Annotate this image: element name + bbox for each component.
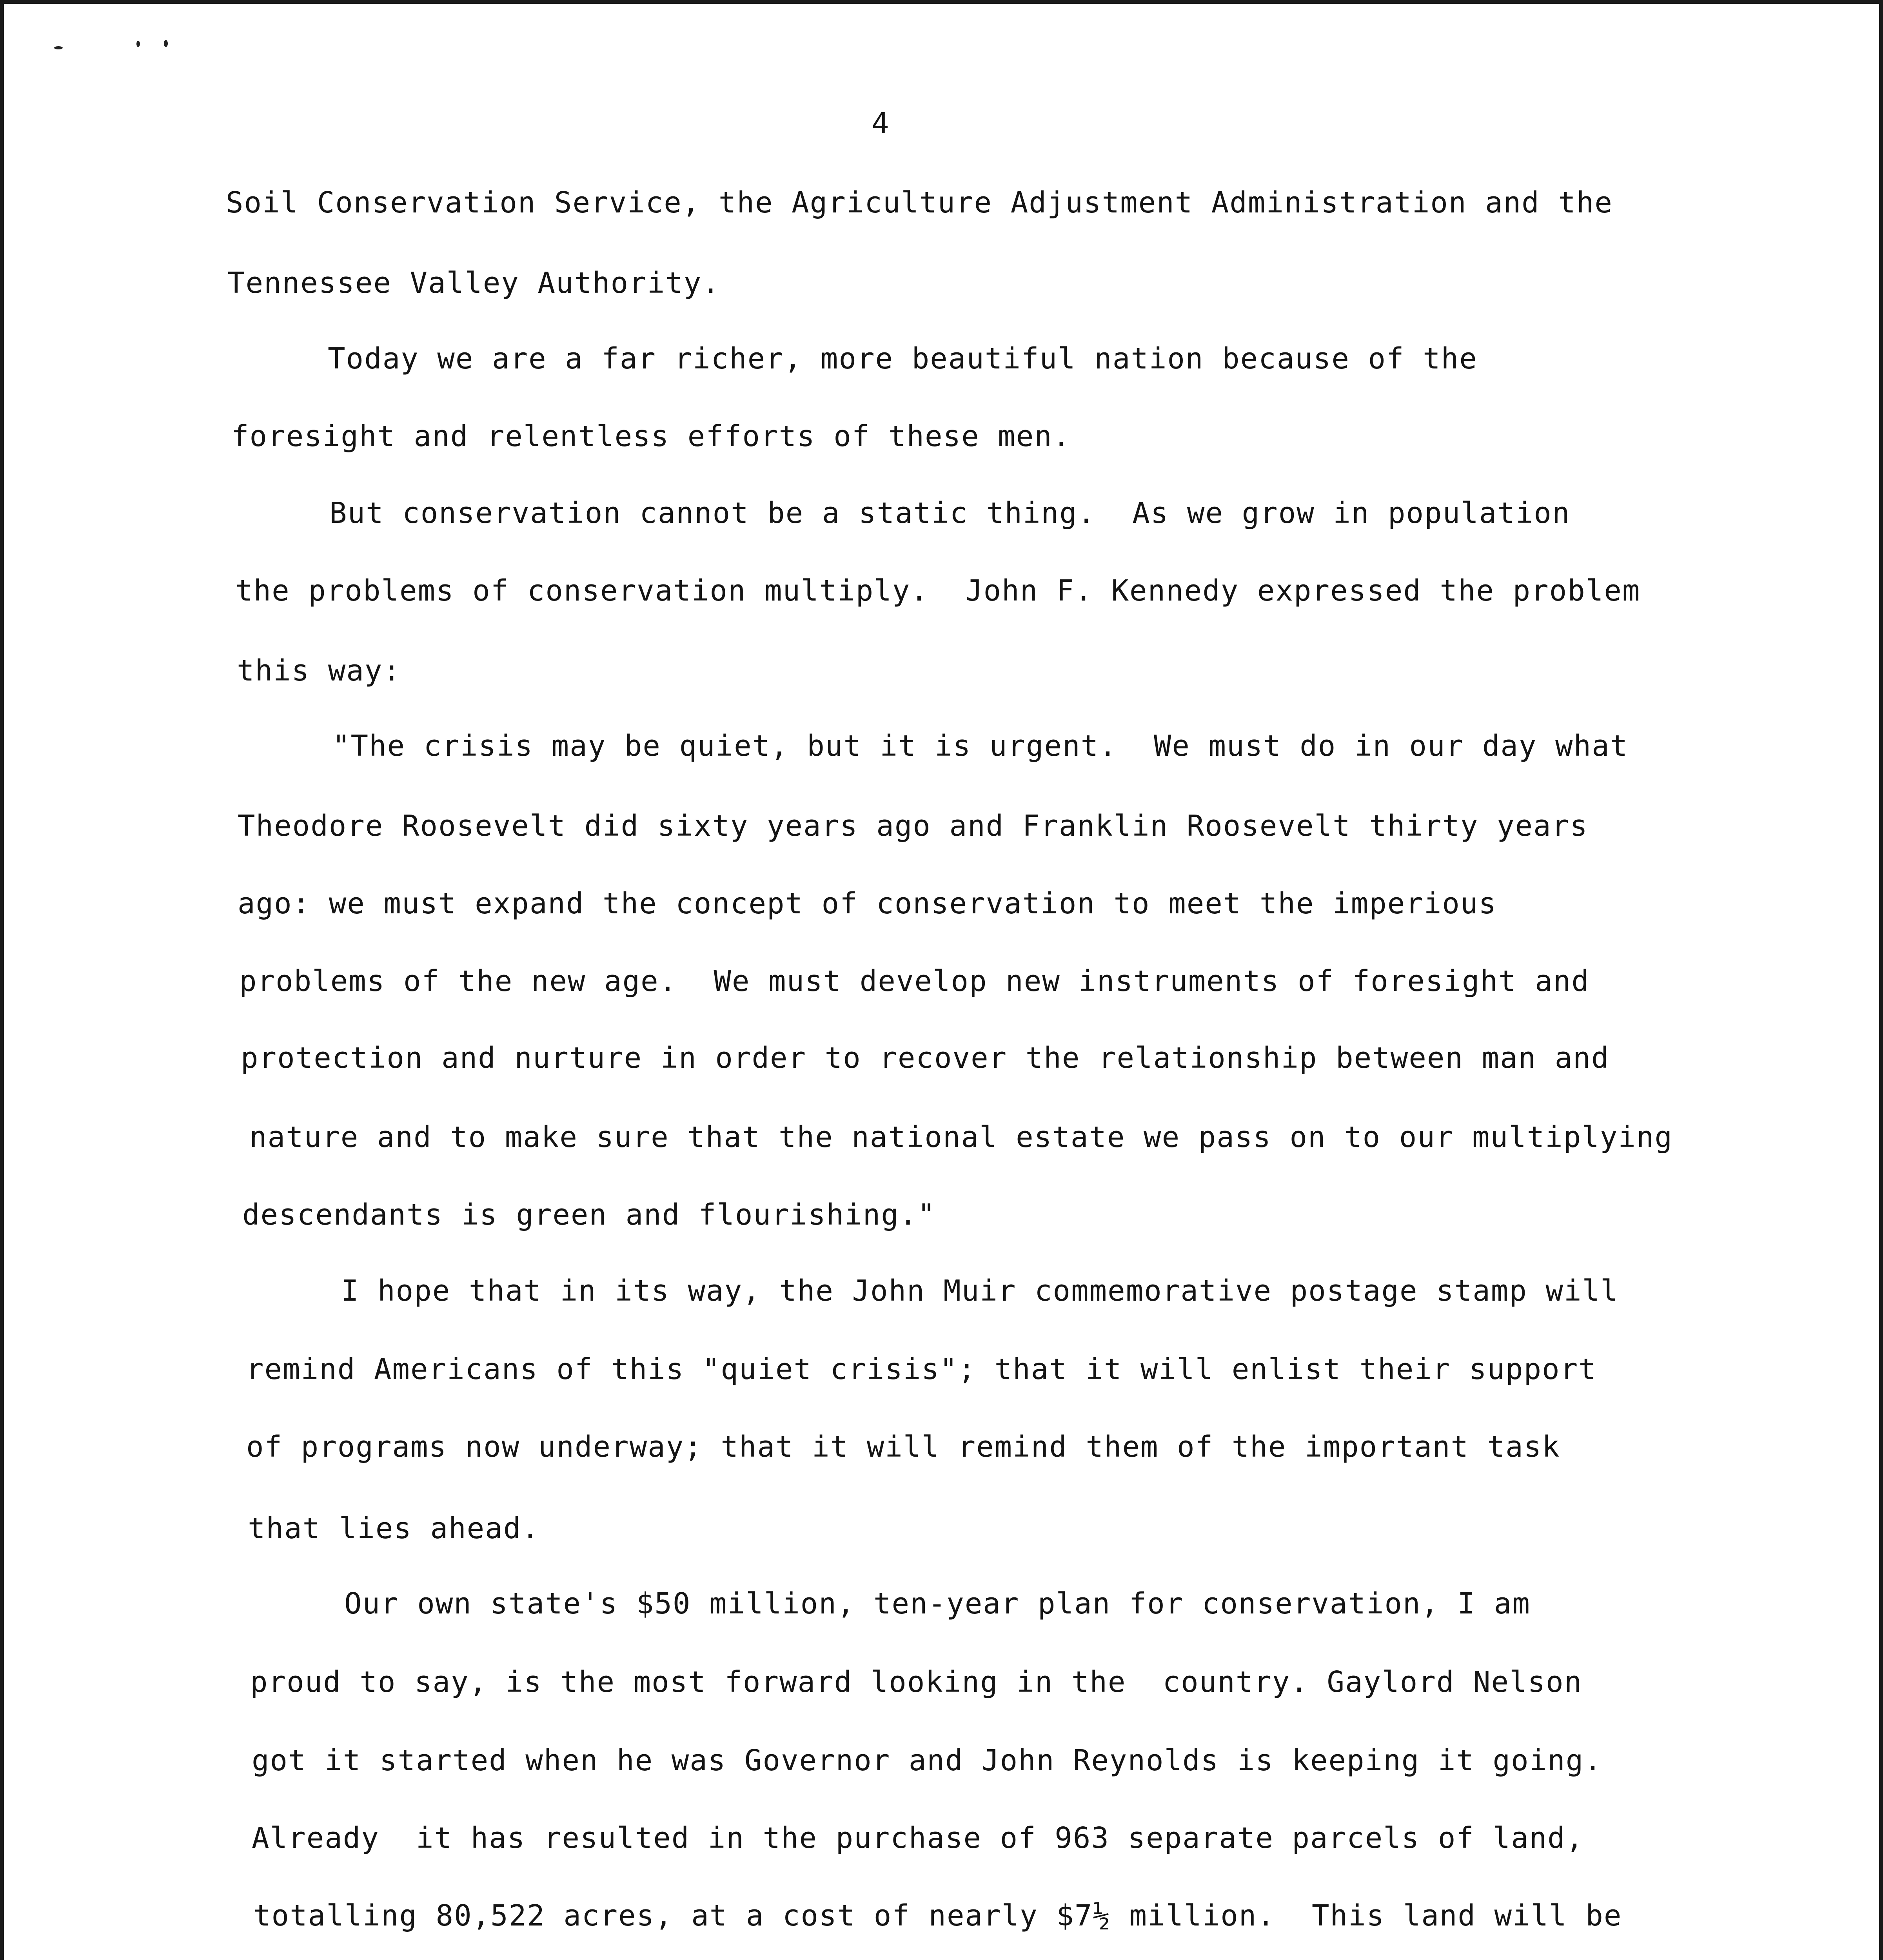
body-line: Theodore Roosevelt did sixty years ago and Franklin Roosevelt thirty years bbox=[238, 809, 1588, 843]
body-line: Soil Conservation Service, the Agriculture Adjustment Administration and the bbox=[226, 186, 1613, 220]
page-number: 4 bbox=[872, 107, 890, 140]
body-line: Today we are a far richer, more beautiful nation because of the bbox=[328, 342, 1478, 376]
body-line: proud to say, is the most forward looking in the country. Gaylord Nelson bbox=[250, 1665, 1583, 1699]
body-line: of programs now underway; that it will remind them of the important task bbox=[246, 1430, 1560, 1464]
body-line: the problems of conservation multiply. John F. Kennedy expressed the problem bbox=[235, 574, 1641, 608]
body-line: But conservation cannot be a static thing. As we grow in population bbox=[329, 496, 1571, 530]
body-line: problems of the new age. We must develop new instruments of foresight and bbox=[239, 964, 1590, 998]
body-line: nature and to make sure that the national estate we pass on to our multiplying bbox=[249, 1120, 1673, 1154]
body-line: descendants is green and flourishing." bbox=[242, 1198, 936, 1232]
body-line: protection and nurture in order to recover the relationship between man and bbox=[241, 1041, 1610, 1075]
scan-speck bbox=[164, 40, 168, 47]
body-line: foresight and relentless efforts of these men. bbox=[231, 419, 1071, 453]
body-line: Tennessee Valley Authority. bbox=[227, 266, 720, 300]
body-line: I hope that in its way, the John Muir commemorative postage stamp will bbox=[341, 1274, 1619, 1308]
body-line: totalling 80,522 acres, at a cost of nearly $7½ million. This land will be bbox=[253, 1899, 1622, 1933]
body-line: remind Americans of this "quiet crisis"; that it will enlist their support bbox=[246, 1352, 1597, 1386]
body-line: got it started when he was Governor and John Reynolds is keeping it going. bbox=[252, 1744, 1602, 1777]
body-line: Our own state's $50 million, ten-year plan for conservation, I am bbox=[344, 1587, 1531, 1621]
body-line: Already it has resulted in the purchase of 963 separate parcels of land, bbox=[252, 1821, 1584, 1855]
scan-speck bbox=[136, 41, 140, 47]
body-line: ago: we must expand the concept of conservation to meet the imperious bbox=[238, 887, 1497, 920]
body-line: this way: bbox=[237, 654, 401, 688]
scan-speck bbox=[54, 46, 63, 49]
body-line: that lies ahead. bbox=[248, 1512, 540, 1545]
body-line: "The crisis may be quiet, but it is urgent. We must do in our day what bbox=[332, 729, 1629, 763]
